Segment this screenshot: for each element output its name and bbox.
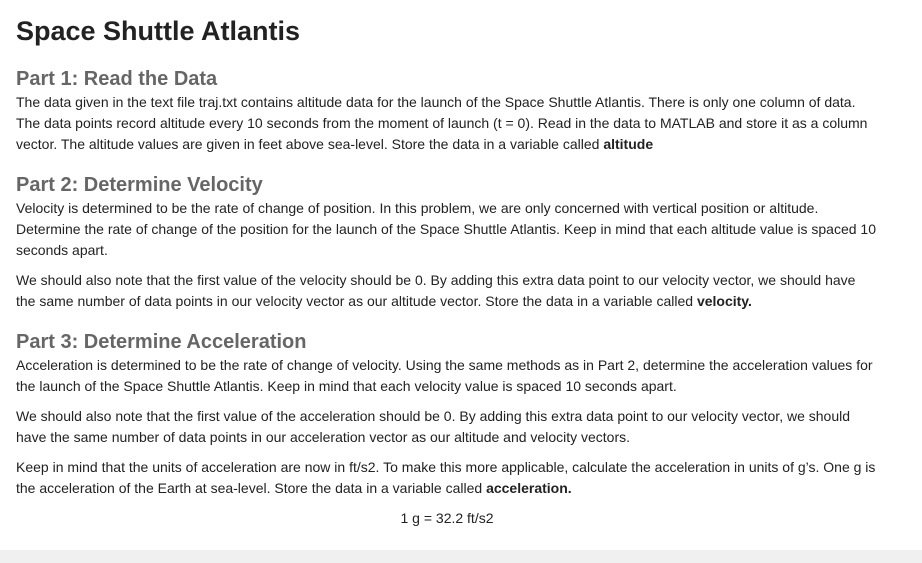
part2-paragraph-2-text: We should also note that the first value of the velocity should be 0. By adding this extra data point to our velocity vector, we should have the same number of data points in our velocity vector as our altitude vector. Store the data in a variable called — [16, 272, 856, 309]
part3-paragraph-3-text: Keep in mind that the units of acceleration are now in ft/s2. To make this more applicable, calculate the acceleration in units of g’s. One g is the acceleration of the Earth at sea-level. Store the data in a variable called — [16, 459, 876, 496]
bottom-divider-bar — [0, 550, 922, 563]
page-title: Space Shuttle Atlantis — [16, 16, 301, 46]
part3-paragraph-2: We should also note that the first value of the acceleration should be 0. By adding this extra data point to our velocity vector, we should have the same number of data points in our acceleration vector as our altitude and velocity vectors. — [16, 408, 851, 445]
part3-paragraph-3 — [16, 457, 878, 499]
part3-paragraph-1: Acceleration is determined to be the rate of change of velocity. Using the same methods as in Part 2, determine the acceleration values for the launch of the Space Shuttle Atlantis. Keep in mind that each velocity value is spaced 10 seconds apart. — [16, 357, 873, 394]
part3-variable-name: acceleration. — [486, 480, 572, 496]
part1-heading: Part 1: Read the Data — [16, 68, 218, 90]
part2-paragraph-2 — [16, 270, 878, 312]
document-content — [16, 0, 878, 529]
part2-variable-name: velocity. — [696, 293, 752, 309]
part2-paragraph-1: Velocity is determined to be the rate of change of position. In this problem, we are only concerned with vertical position or altitude. Determine the rate of change of the position for the launch of the Space Shuttle Atlantis. Keep in mind that each altitude value is spaced 10 seconds apart. — [16, 200, 876, 258]
part1-variable-name: altitude — [603, 136, 654, 152]
part3-heading: Part 3: Determine Acceleration — [16, 331, 307, 353]
g-conversion-equation: 1 g = 32.2 ft/s2 — [400, 510, 494, 526]
part2-heading: Part 2: Determine Velocity — [16, 174, 263, 196]
part1-paragraph-text: The data given in the text file traj.txt contains altitude data for the launch of the Space Shuttle Atlantis. There is only one column of data. The data points record altitude every 10 seconds from the moment of launch (t = 0). Read in the data to MATLAB and store it as a column vector. The altitude values are given in feet above sea-level. Store the data in a variable called — [16, 94, 868, 152]
part1-paragraph — [16, 92, 878, 155]
